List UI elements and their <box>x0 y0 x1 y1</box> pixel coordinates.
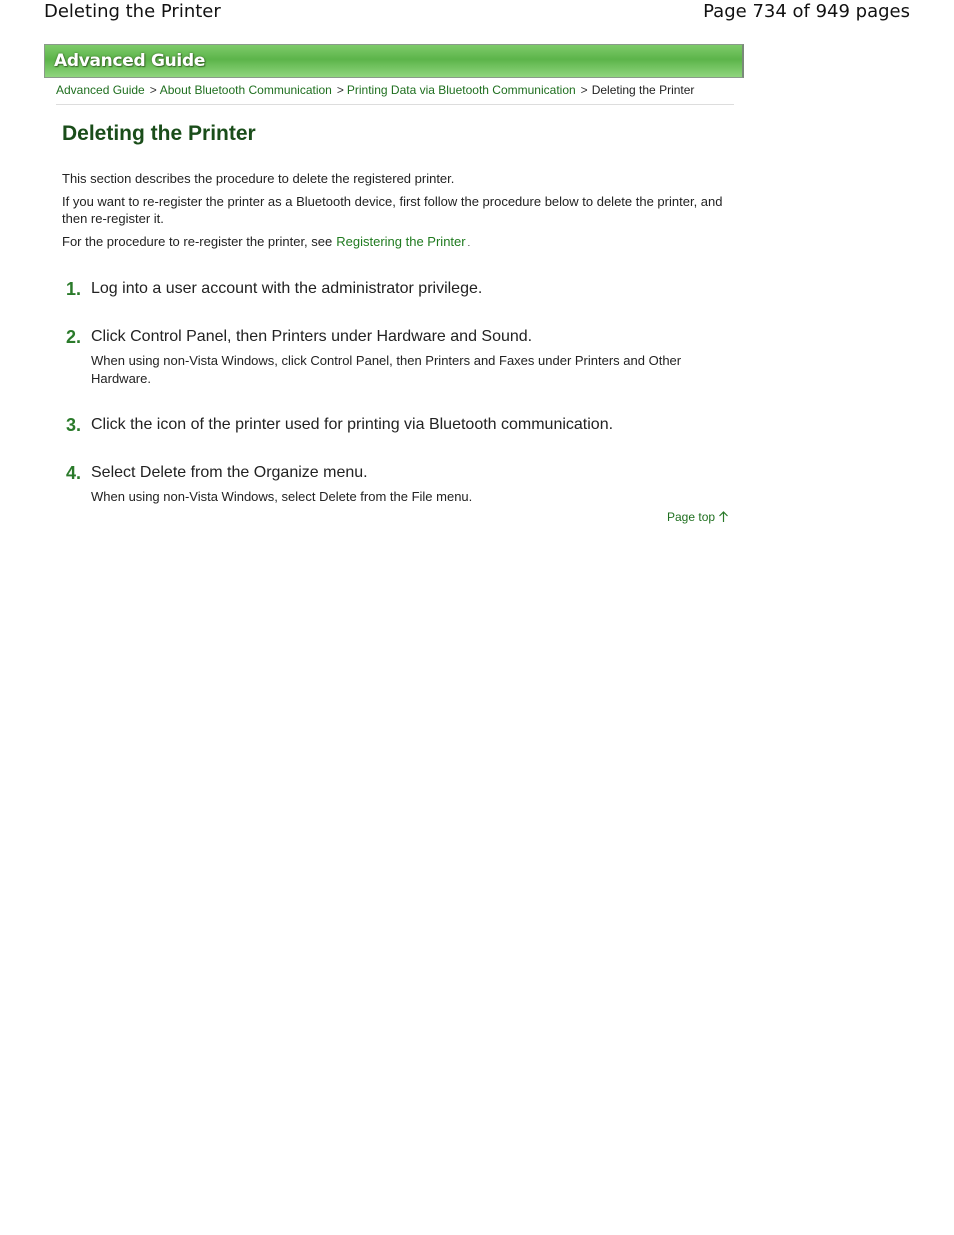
step-number: 2. <box>66 327 82 347</box>
step-text: Log into a user account with the administrator privilege. <box>91 280 483 297</box>
procedure-prefix: For the procedure to re-register the printer, see <box>62 234 333 249</box>
step-number: 3. <box>66 415 82 435</box>
page-top-link[interactable] <box>667 510 729 526</box>
breadcrumb-link-printing-data[interactable]: Printing Data via Bluetooth Communication <box>346 83 576 97</box>
step-note: When using non-Vista Windows, select Delete from the File menu. <box>91 489 473 504</box>
advanced-guide-banner <box>44 44 744 78</box>
step-note: When using non-Vista Windows, click Control Panel, then Printers and Faxes under Printers and Other Hardware. <box>91 353 682 386</box>
breadcrumb-current: Deleting the Printer <box>591 83 695 97</box>
page-header <box>0 0 954 30</box>
page-top-label: Page top <box>667 510 716 524</box>
breadcrumb-link-advanced-guide[interactable]: Advanced Guide <box>56 83 145 97</box>
arrow-up-icon <box>718 511 729 526</box>
step-item <box>62 326 732 388</box>
breadcrumb-link-about-bluetooth[interactable]: About Bluetooth Communication <box>159 83 332 97</box>
step-item <box>62 278 732 300</box>
page-title: Deleting the Printer <box>62 122 256 145</box>
main-content <box>62 120 732 532</box>
breadcrumb-separator: > <box>336 83 344 97</box>
procedure-reference <box>62 233 732 252</box>
step-item <box>62 462 732 506</box>
intro-paragraph: If you want to re-register the printer as a Bluetooth device, first follow the procedure below to delete the printer, and then re-register it. <box>62 194 723 226</box>
step-text: Select Delete from the Organize menu. <box>91 464 368 481</box>
step-text: Click Control Panel, then Printers under Hardware and Sound. <box>91 328 533 345</box>
steps-list <box>62 278 732 506</box>
document-title: Deleting the Printer <box>44 1 221 22</box>
step-number: 1. <box>66 279 82 299</box>
step-number: 4. <box>66 463 82 483</box>
page-count: Page 734 of 949 pages <box>703 1 910 22</box>
breadcrumb-separator: > <box>149 83 157 97</box>
step-item <box>62 414 732 436</box>
procedure-suffix: . <box>467 238 471 248</box>
breadcrumb-separator: > <box>580 83 588 97</box>
intro-paragraph: This section describes the procedure to delete the registered printer. <box>62 171 455 186</box>
breadcrumb <box>56 82 734 105</box>
registering-printer-link[interactable]: Registering the Printer <box>336 234 466 249</box>
step-text: Click the icon of the printer used for printing via Bluetooth communication. <box>91 416 614 433</box>
banner-label: Advanced Guide <box>54 51 206 71</box>
